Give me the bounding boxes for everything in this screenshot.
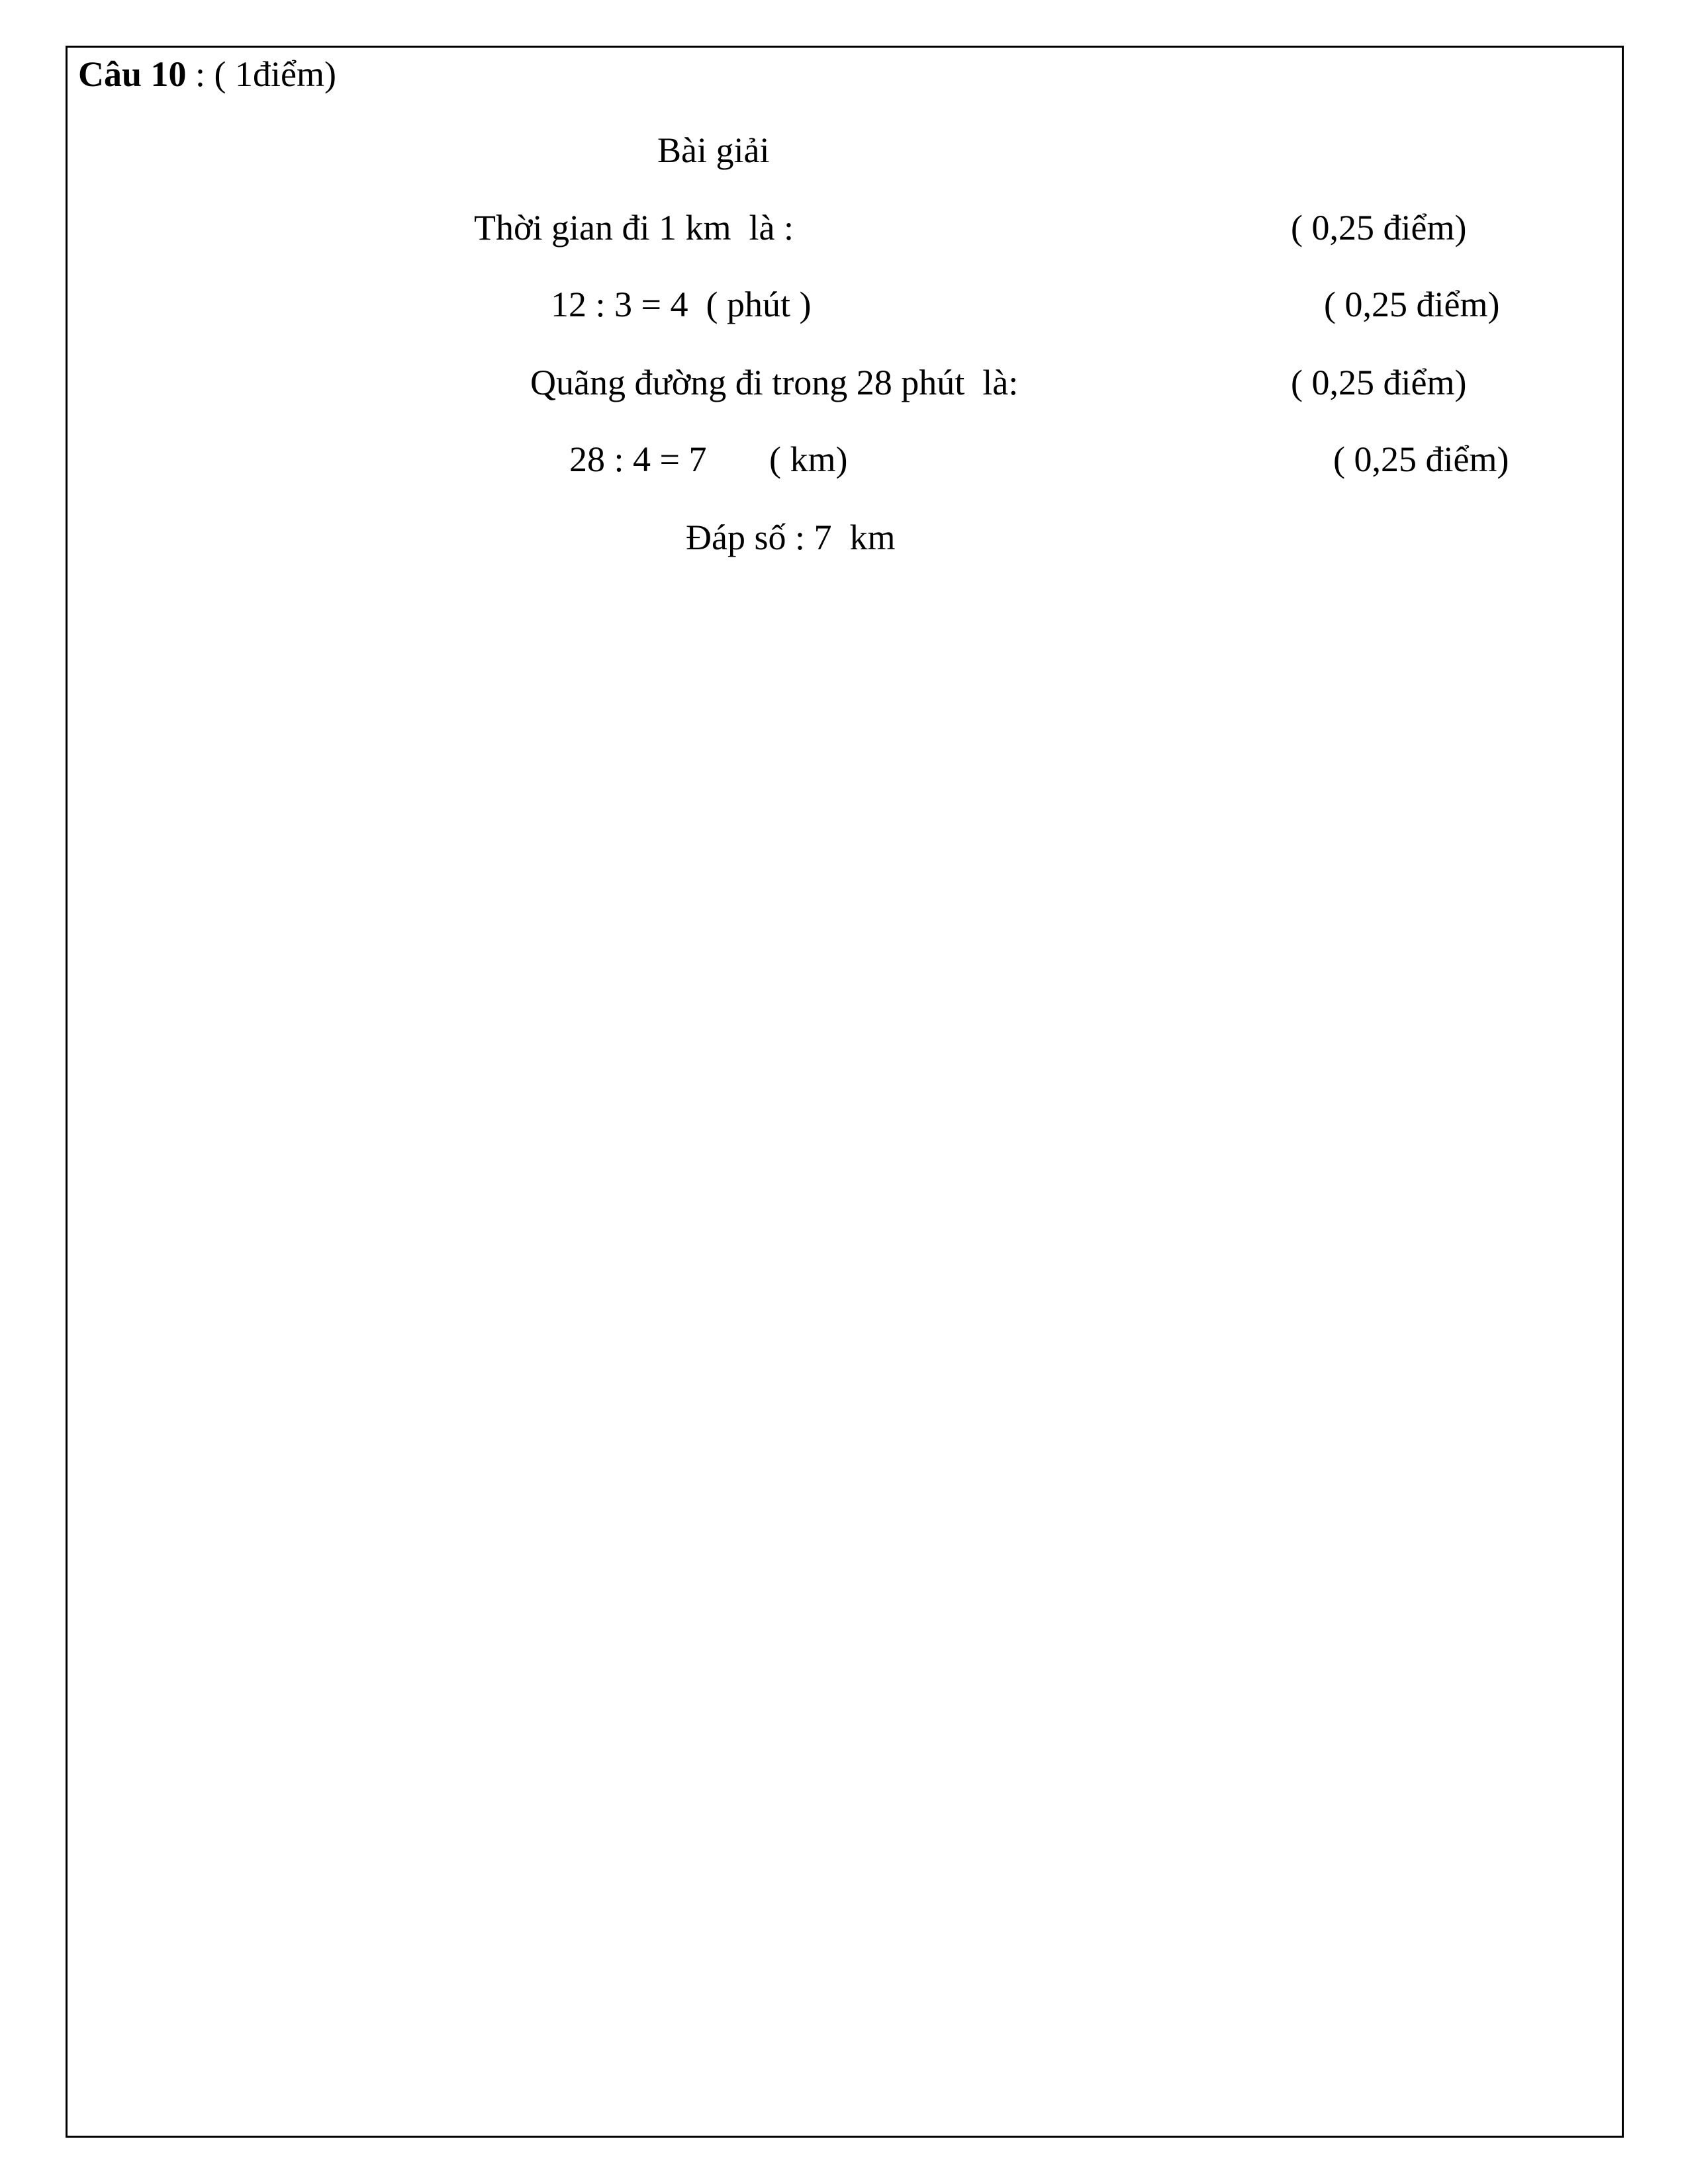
question-title [78,53,336,95]
solution-step-1: Thời gian đi 1 km là : [474,208,794,248]
solution-step-3-points: ( 0,25 điểm) [1291,363,1467,402]
solution-step-1-points: ( 0,25 điểm) [1291,208,1467,248]
solution-step-2: 12 : 3 = 4 ( phút ) [551,285,812,324]
answer-box-border [66,46,1624,2138]
final-answer: Đáp số : 7 km [686,518,896,557]
solution-step-3: Quãng đường đi trong 28 phút là: [530,363,1019,402]
solution-step-4-points: ( 0,25 điểm) [1333,439,1509,479]
question-score: : ( 1điểm) [186,54,336,94]
solution-step-2-points: ( 0,25 điểm) [1324,285,1500,324]
question-number: Câu 10 [78,54,187,94]
solution-heading: Bài giải [657,130,770,170]
solution-step-4: 28 : 4 = 7 ( km) [569,439,848,479]
